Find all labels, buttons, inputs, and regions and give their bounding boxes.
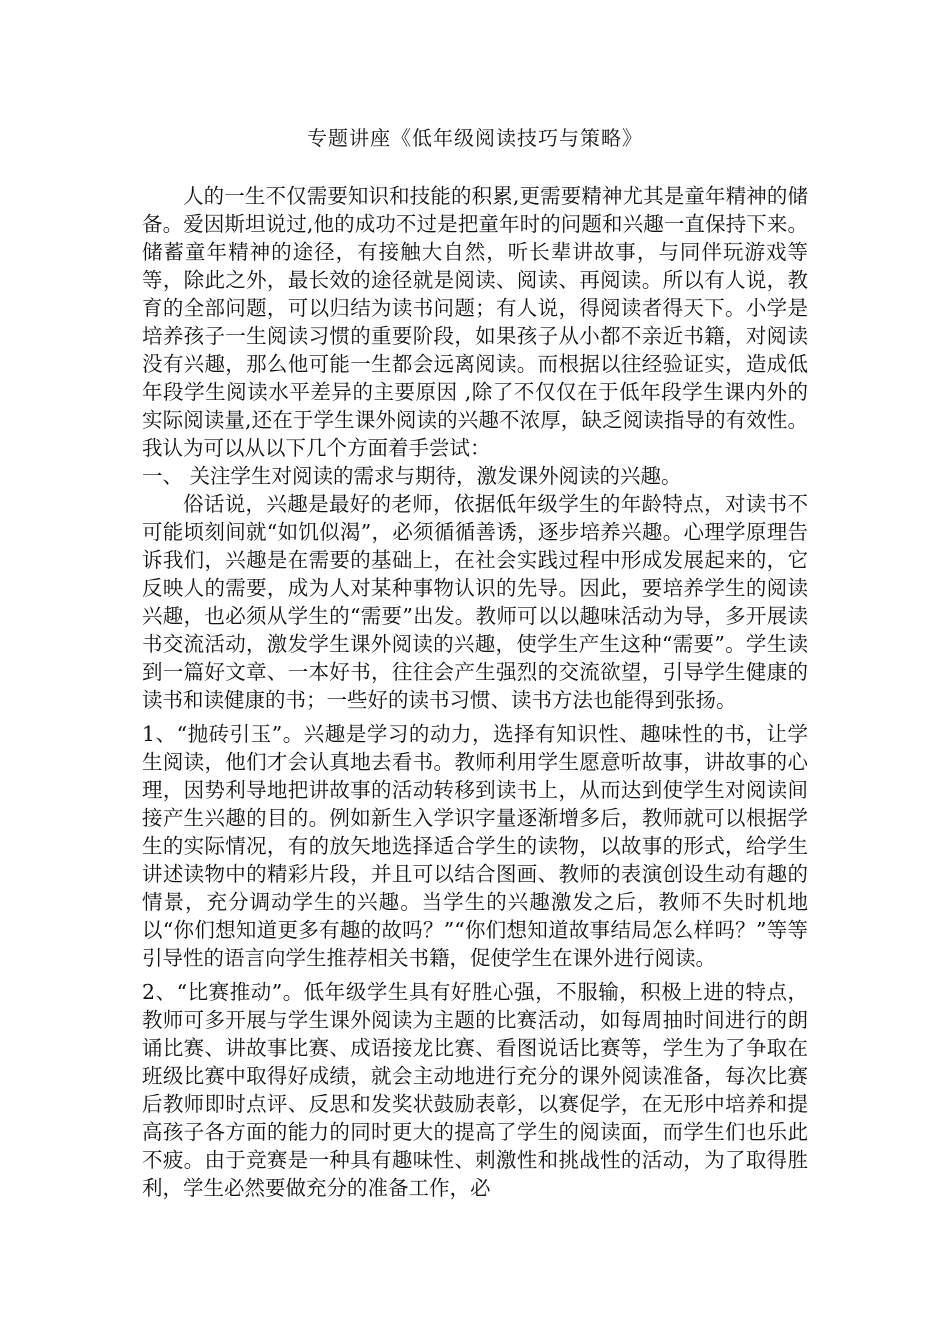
document-body [142,182,808,1202]
section-heading-1: 一、 关注学生对阅读的需求与期待，激发课外阅读的兴趣。 [142,464,682,488]
document-title: 专题讲座《低年级阅读技巧与策略》 [307,126,643,150]
list-item-2: 2、“比赛推动”。低年级学生具有好胜心强，不服输，积极上进的特点，教师可多开展与学生课外阅读为主题的比赛活动，如每周抽时间进行的朗诵比赛、讲故事比赛、成语接龙比赛、看图说话比赛等，学生为了争取在班级比赛中取得好成绩，就会主动地进行充分的课外阅读准备，每次比赛后教师即时点评、反思和发奖状鼓励表彰，以赛促学，在无形中培养和提高孩子各方面的能力的同时更大的提高了学生的阅读面，而学生们也乐此不疲。由于竞赛是一种具有趣味性、刺激性和挑战性的活动，为了取得胜利，学生必然要做充分的准备工作，必 [142,980,808,1200]
intro-paragraph: 人的一生不仅需要知识和技能的积累,更需要精神尤其是童年精神的储备。爱因斯坦说过,他的成功不过是把童年时的问题和兴趣一直保持下来。储蓄童年精神的途径，有接触大自然，听长辈讲故事，与同伴玩游戏等等，除此之外，最长效的途径就是阅读、阅读、再阅读。所以有人说，教育的全部问题，可以归结为读书问题；有人说，得阅读者得天下。小学是培养孩子一生阅读习惯的重要阶段，如果孩子从小都不亲近书籍，对阅读没有兴趣，那么他可能一生都会远离阅读。而根据以往经验证实，造成低年段学生阅读水平差异的主要原因 ,除了不仅仅在于低年段学生课内外的实际阅读量,还在于学生课外阅读的兴趣不浓厚，缺乏阅读指导的有效性。我认为可以从以下几个方面着手尝试： [142,184,808,460]
section-1-paragraph: 俗话说，兴趣是最好的老师，依据低年级学生的年龄特点，对读书不可能顷刻间就“如饥似渴”，必须循循善诱，逐步培养兴趣。心理学原理告诉我们，兴趣是在需要的基础上，在社会实践过程中形成发展起来的，它反映人的需要，成为人对某种事物认识的先导。因此，要培养学生的阅读兴趣，也必须从学生的“需要”出发。教师可以以趣味活动为导，多开展读书交流活动，激发学生课外阅读的兴趣，使学生产生这种“需要”。学生读到一篇好文章、一本好书，往往会产生强烈的交流欲望，引导学生健康的读书和读健康的书；一些好的读书习惯、读书方法也能得到张扬。 [142,492,808,712]
list-item-1: 1、“抛砖引玉”。兴趣是学习的动力，选择有知识性、趣味性的书，让学生阅读，他们才会认真地去看书。教师利用学生愿意听故事，讲故事的心理，因势利导地把讲故事的活动转移到读书上，从而达到使学生对阅读间接产生兴趣的目的。例如新生入学识字量逐渐增多后，教师就可以根据学生的实际情况，有的放矢地选择适合学生的读物，以故事的形式，给学生讲述读物中的精彩片段，并且可以结合图画、教师的表演创设生动有趣的情景，充分调动学生的兴趣。当学生的兴趣激发之后，教师不失时机地以“你们想知道更多有趣的故吗？”“你们想知道故事结局怎么样吗？”等等引导性的语言向学生推荐相关书籍，促使学生在课外进行阅读。 [142,722,808,970]
